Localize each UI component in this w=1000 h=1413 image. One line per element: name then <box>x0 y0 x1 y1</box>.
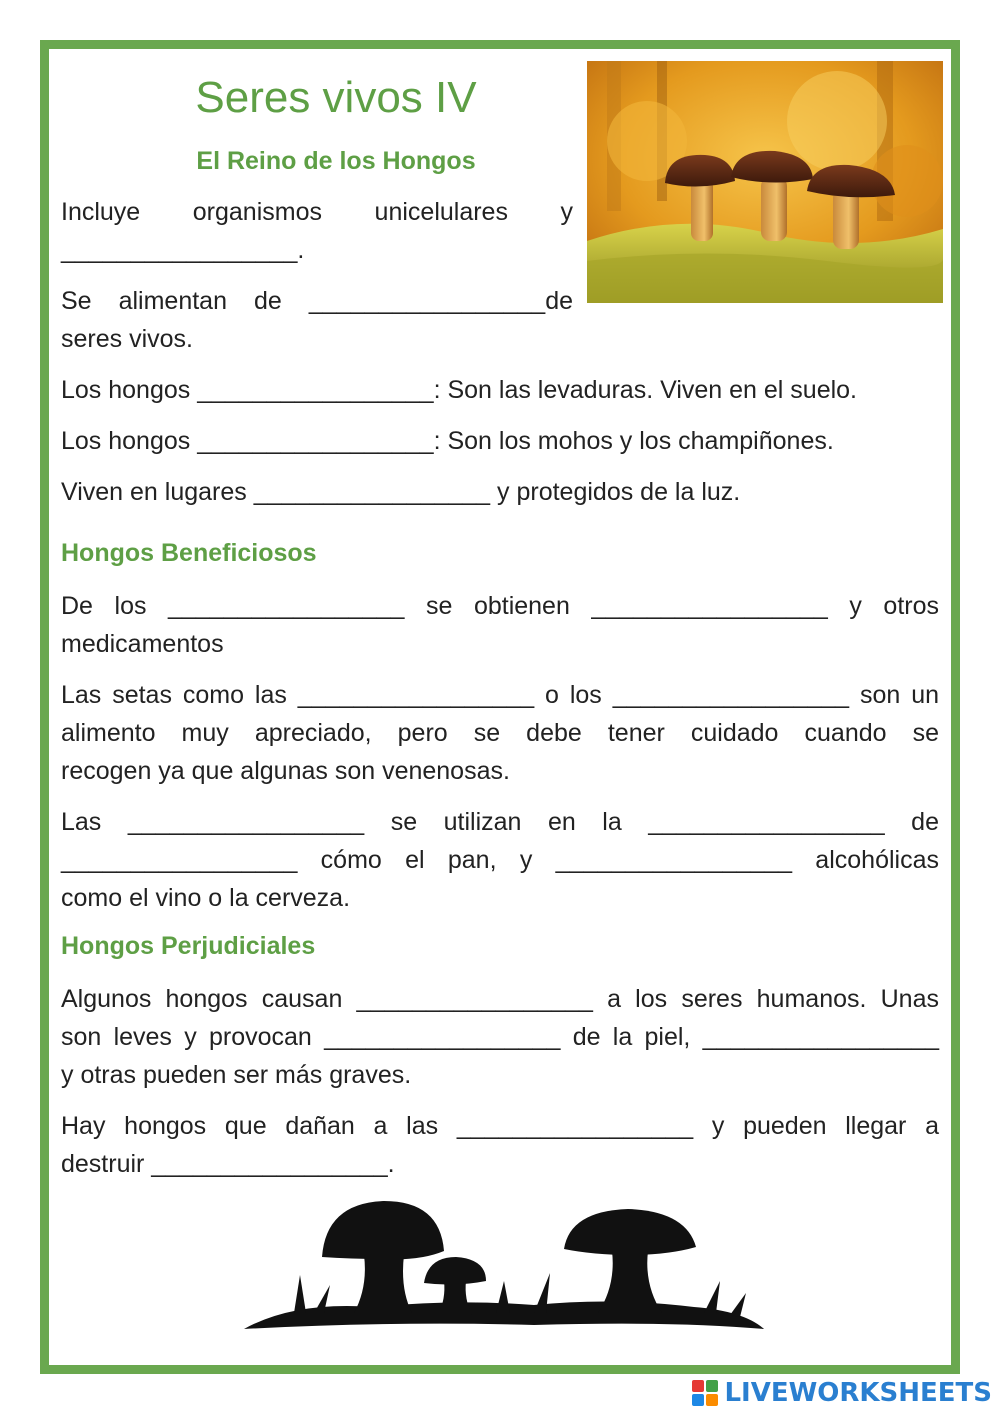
intro-line-2[interactable]: Se alimentan de _________________de <box>61 287 573 315</box>
intro-text: Incluye <box>61 198 141 226</box>
beneficiosos-line: medicamentos <box>61 630 224 658</box>
intro-blank-1[interactable]: _________________. <box>61 236 305 264</box>
intro-line-1 <box>61 193 573 231</box>
mushroom-silhouette <box>234 1189 784 1339</box>
beneficiosos-line: como el vino o la cerveza. <box>61 884 351 912</box>
page-title: Seres vivos IV <box>195 73 477 122</box>
page-subtitle: El Reino de los Hongos <box>196 147 476 175</box>
beneficiosos-line[interactable]: Las setas como las _________________ o los _________________ son un <box>61 681 939 709</box>
intro-line-3[interactable]: Los hongos _________________: Son las levaduras. Viven en el suelo. <box>61 376 857 404</box>
intro-line-2b: seres vivos. <box>61 325 193 353</box>
section-heading-beneficiosos: Hongos Beneficiosos <box>61 539 317 567</box>
mushroom-photo <box>587 61 943 303</box>
perjudiciales-line: y otras pueden ser más graves. <box>61 1061 412 1089</box>
intro-text: y <box>560 198 574 226</box>
liveworksheets-brand-text: LIVEWORKSHEETS <box>724 1378 992 1408</box>
beneficiosos-line[interactable]: De los _________________ se obtienen _________________ y otros <box>61 592 939 620</box>
beneficiosos-line[interactable]: _________________ cómo el pan, y _________________ alcohólicas <box>61 846 939 874</box>
intro-line-5[interactable]: Viven en lugares _________________ y protegidos de la luz. <box>61 478 741 506</box>
perjudiciales-line[interactable]: Hay hongos que dañan a las _________________ y pueden llegar a <box>61 1112 939 1140</box>
beneficiosos-line[interactable]: Las _________________ se utilizan en la _________________ de <box>61 808 939 836</box>
liveworksheets-logo-icon <box>692 1380 718 1406</box>
beneficiosos-line: alimento muy apreciado, pero se debe tener cuidado cuando se <box>61 719 939 747</box>
worksheet-frame <box>40 40 960 1374</box>
perjudiciales-line[interactable]: Algunos hongos causan _________________ a los seres humanos. Unas <box>61 985 939 1013</box>
section-heading-perjudiciales: Hongos Perjudiciales <box>61 932 316 960</box>
intro-text: unicelulares <box>374 198 508 226</box>
perjudiciales-line[interactable]: son leves y provocan _________________ de la piel, _________________ <box>61 1023 939 1051</box>
beneficiosos-line: recogen ya que algunas son venenosas. <box>61 757 510 785</box>
intro-line-4[interactable]: Los hongos _________________: Son los mohos y los champiñones. <box>61 427 834 455</box>
intro-text: organismos <box>192 198 322 226</box>
liveworksheets-logo[interactable] <box>692 1375 992 1411</box>
perjudiciales-line[interactable]: destruir _________________. <box>61 1150 395 1178</box>
